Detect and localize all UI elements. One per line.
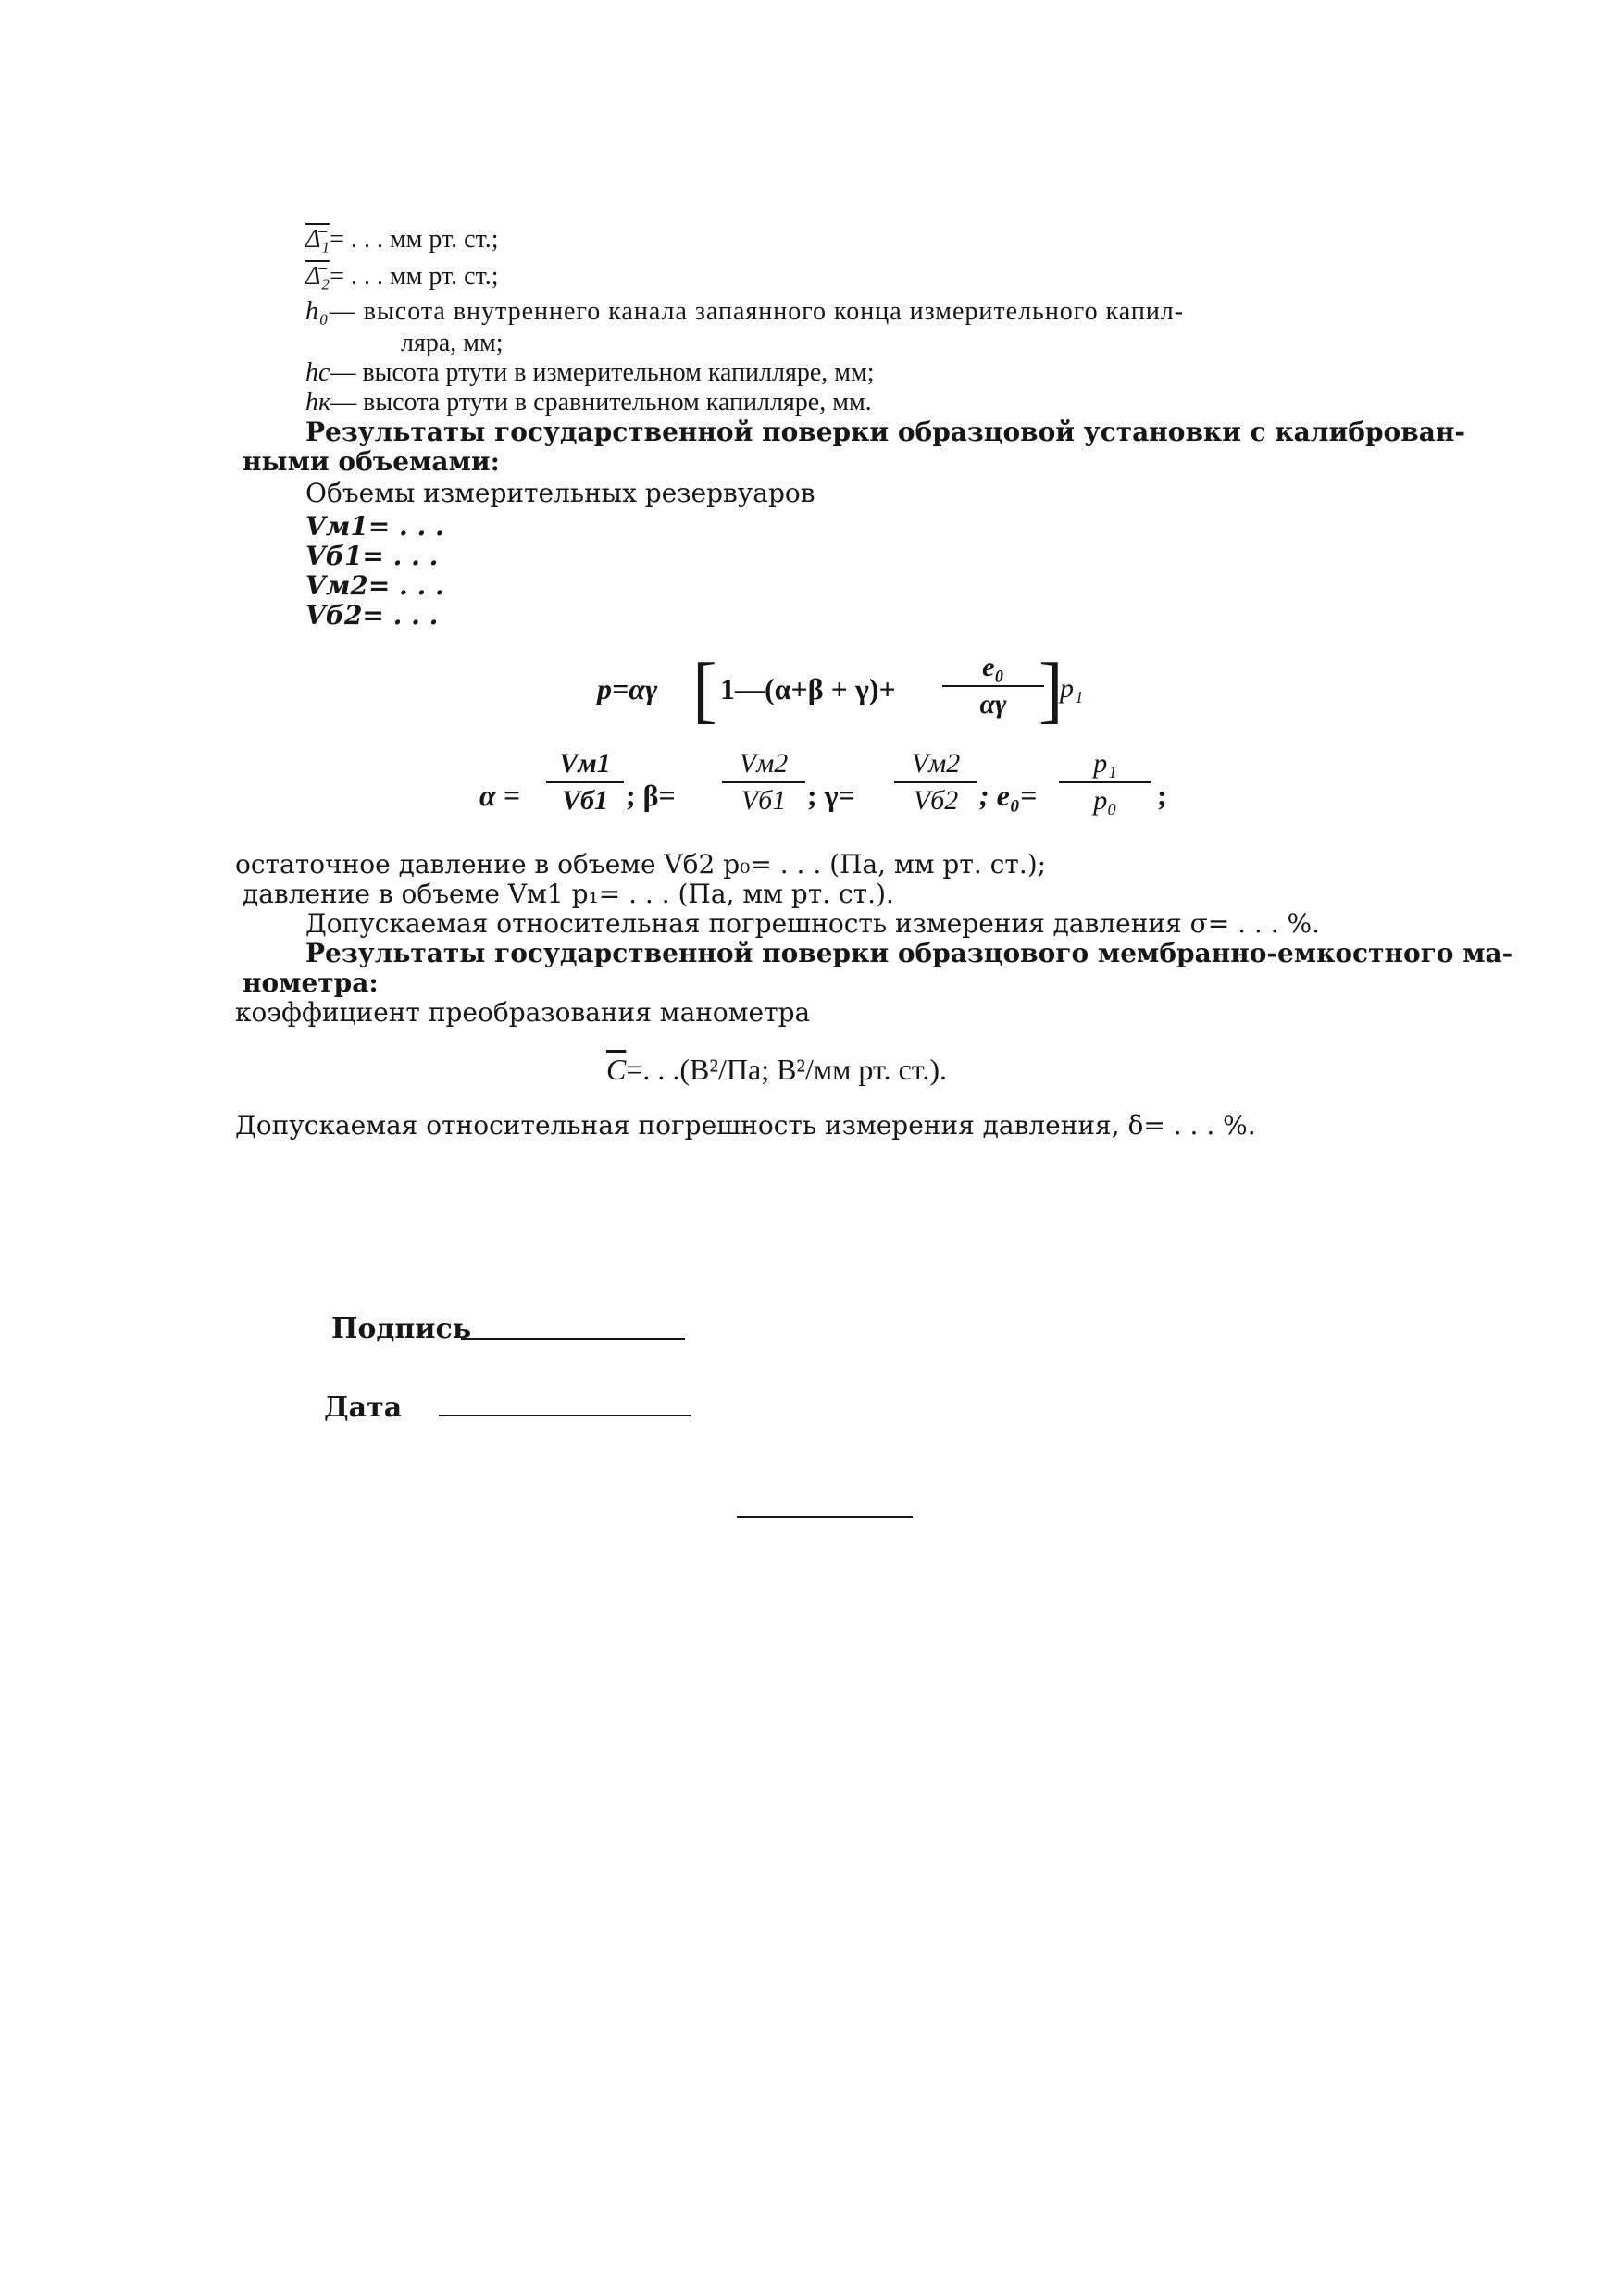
e0-lhs: ; e₀=: [979, 779, 1038, 812]
formula-main-lhs: p=αγ: [597, 672, 658, 705]
beta-lhs: ; β=: [626, 779, 676, 812]
alpha-lhs: α =: [479, 779, 520, 812]
beta-frac: [722, 748, 805, 817]
frac-numerator: e₀: [982, 652, 1004, 682]
signature-label: Подпись: [331, 1313, 472, 1345]
formula-main-frac: [942, 652, 1044, 720]
frac-denominator: p₀: [1093, 785, 1117, 816]
gamma-lhs: ; γ=: [807, 779, 855, 812]
delta-error-line: Допускаемая относительная погрешность измерения давления, δ= . . . %.: [235, 1110, 1256, 1141]
def-symbol: hс: [305, 358, 330, 387]
frac-numerator: Vм2: [739, 748, 789, 779]
def-h0: [305, 296, 1184, 328]
formula-main-tail: p₁: [1060, 673, 1084, 704]
def-text: — высота ртути в измерительном капилляре, мм;: [330, 358, 875, 387]
formula-defs-end: ;: [1157, 779, 1167, 812]
alpha-frac: [546, 748, 624, 817]
frac-bar: [546, 781, 624, 783]
def-text: — высота внутреннего канала запаянного конца измерительного капил-: [329, 297, 1185, 326]
def-h0-cont: [401, 328, 504, 359]
frac-bar: [894, 781, 977, 783]
gamma-frac: [894, 748, 977, 817]
def-hc: [305, 357, 875, 389]
pressure-line: давление в объеме Vм1 p₁= . . . (Па, мм рт. ст.).: [243, 879, 894, 909]
end-divider: [737, 1516, 913, 1518]
def-text: = . . . мм рт. ст.;: [330, 225, 499, 254]
volume-vb1: Vб1= . . .: [305, 541, 439, 571]
frac-numerator: Vм1: [559, 748, 611, 779]
frac-denominator: Vб2: [913, 785, 959, 816]
volumes-intro: Объемы измерительных резервуаров: [305, 478, 815, 508]
frac-numerator: Vм2: [911, 748, 961, 779]
section2-heading-cont: нометра:: [243, 967, 379, 998]
def-delta2: [305, 261, 499, 293]
date-line: [439, 1415, 691, 1416]
section2-heading: Результаты государственной поверки образцового мембранно-емкостного ма-: [305, 938, 1513, 968]
def-symbol: hк: [305, 388, 331, 417]
section1-heading: Результаты государственной поверки образцовой установки с калиброван-: [305, 417, 1465, 447]
def-hk: [305, 387, 872, 418]
def-text: — высота ртути в сравнительном капилляре, мм.: [330, 388, 872, 417]
e0-frac: [1059, 748, 1151, 817]
section1-heading-cont: ными объемами:: [243, 446, 500, 477]
def-text: ляра, мм;: [401, 329, 504, 357]
formula-main-body: 1—(α+β + γ)+: [720, 672, 896, 705]
def-symbol: Δ̄₂: [305, 262, 330, 291]
def-delta1: [305, 224, 499, 256]
volume-vb2: Vб2= . . .: [305, 600, 439, 630]
sigma-error-line: Допускаемая относительная погрешность измерения давления σ= . . . %.: [305, 908, 1321, 939]
frac-numerator: p₁: [1093, 748, 1117, 779]
frac-denominator: Vб1: [562, 785, 608, 816]
coefficient-formula: [606, 1054, 947, 1085]
volume-vm2: Vм2= . . .: [305, 570, 444, 601]
frac-bar: [1059, 781, 1151, 783]
def-symbol: h₀: [305, 297, 330, 326]
coefficient-symbol: $\overline{C}$: [606, 1053, 627, 1086]
def-text: = . . . мм рт. ст.;: [330, 262, 499, 291]
frac-bar: [722, 781, 805, 783]
coefficient-formula-text: =. . .(В²/Па; В²/мм рт. ст.).: [626, 1053, 947, 1086]
volume-vm1: Vм1= . . .: [305, 511, 444, 542]
frac-denominator: αγ: [979, 689, 1007, 719]
formula-bracket-right: ]: [1039, 649, 1064, 730]
frac-denominator: Vб1: [741, 785, 787, 816]
formula-bracket-left: [: [692, 649, 717, 730]
def-symbol: Δ̄₁: [305, 225, 330, 254]
residual-pressure-line: остаточное давление в объеме Vб2 p₀= . . . (Па, мм рт. ст.);: [235, 849, 1047, 880]
coefficient-intro: коэффициент преобразования манометра: [235, 997, 811, 1028]
date-label: Дата: [324, 1391, 403, 1424]
frac-bar: [942, 685, 1044, 687]
signature-line: [461, 1338, 685, 1340]
